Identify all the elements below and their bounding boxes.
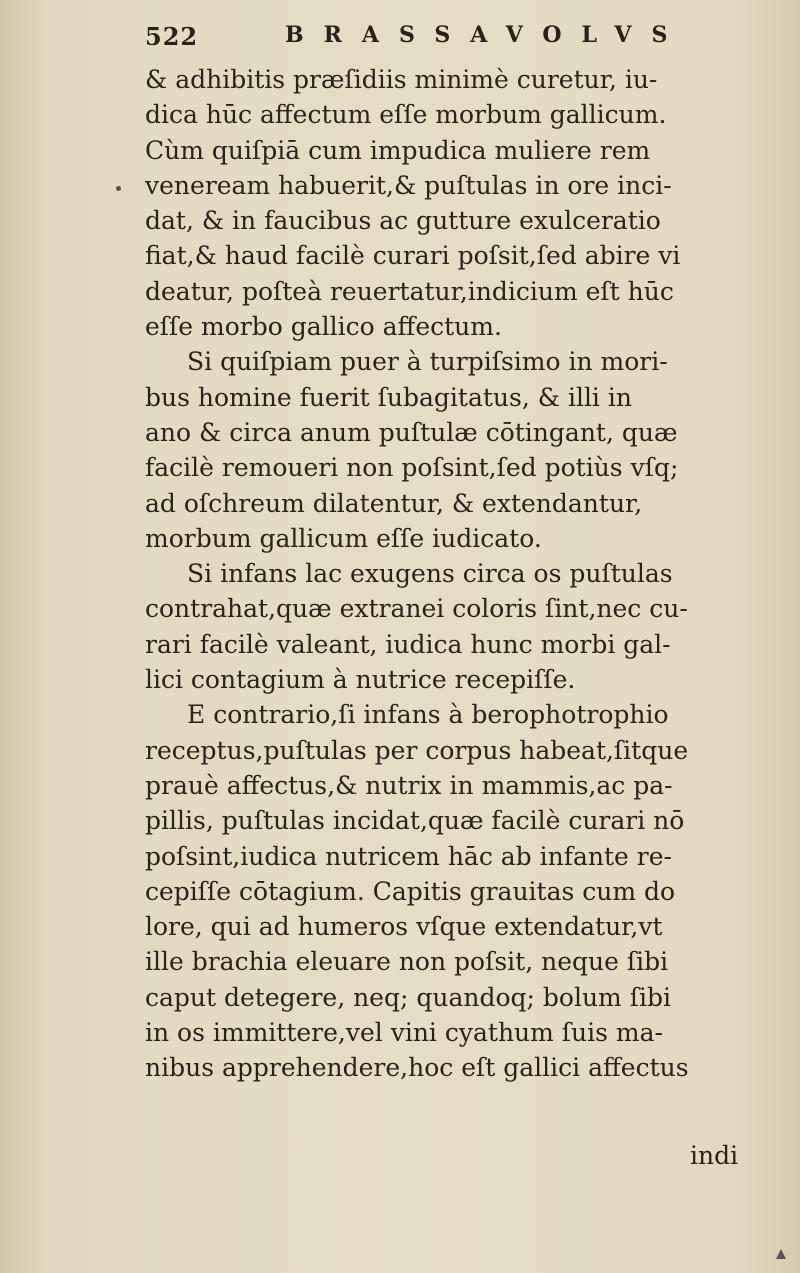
page-number: 522 — [145, 22, 199, 51]
text-line: Cùm quiſpiā cum impudica muliere rem — [145, 135, 651, 165]
text-line: eſſe morbo gallico affectum. — [145, 312, 502, 342]
page-header — [145, 22, 688, 58]
text-line: ano & circa anum puſtulæ cōtingant, quæ — [145, 417, 678, 447]
text-line: contrahat,quæ extranei coloris ſint,nec cu- — [145, 594, 688, 624]
text-line: morbum gallicum eſſe iudicato. — [145, 523, 542, 553]
text-line: Si infans lac exugens circa os puſtulas — [187, 559, 673, 589]
text-line: facilè remoueri non poſsint,ſed potiùs vſq; — [145, 453, 679, 483]
text-line: Si quiſpiam puer à turpiſsimo in mori- — [187, 347, 668, 377]
catchword: indi — [690, 1141, 739, 1170]
text-line: dica hūc affectum eſſe morbum gallicum. — [145, 100, 667, 130]
text-line: nibus apprehendere,hoc eſt gallici affectus — [145, 1053, 689, 1083]
text-line: fiat,& haud facilè curari poſsit,ſed abire vi — [145, 241, 681, 271]
body-text — [145, 62, 775, 1086]
text-line: cepiſſe cōtagium. Capitis grauitas cum do — [145, 876, 676, 906]
text-line: receptus,puſtulas per corpus habeat,ſitque — [145, 735, 689, 765]
corner-mark — [776, 1249, 786, 1259]
text-line: lore, qui ad humeros vſque extendatur,vt — [145, 912, 663, 942]
text-line: dat, & in faucibus ac gutture exulceratio — [145, 206, 661, 236]
text-line: E contrario,ſi infans à berophotrophio — [187, 700, 669, 730]
text-line: caput detegere, neq; quandoq; bolum ſibi — [145, 982, 671, 1012]
text-line: ad oſchreum dilatentur, & extendantur, — [145, 488, 643, 518]
text-line: ille brachia eleuare non poſsit, neque ſibi — [145, 947, 669, 977]
text-line: deatur, poſteà reuertatur,indicium eſt hūc — [145, 276, 674, 306]
text-line: in os immittere,vel vini cyathum ſuis ma- — [145, 1018, 663, 1048]
text-line: prauè affectus,& nutrix in mammis,ac pa- — [145, 770, 673, 800]
text-line: pillis, puſtulas incidat,quæ facilè curari nō — [145, 806, 685, 836]
text-line: poſsint,iudica nutricem hāc ab infante re- — [145, 841, 672, 871]
text-line: & adhibitis præſidiis minimè curetur, iu- — [145, 65, 658, 94]
text-line: bus homine fuerit ſubagitatus, & illi in — [145, 382, 632, 412]
text-line: rari facilè valeant, iudica hunc morbi gal- — [145, 629, 671, 659]
text-line: lici contagium à nutrice recepiſſe. — [145, 665, 576, 695]
margin-mark — [116, 186, 121, 191]
running-head: BRASSAVOLVS — [285, 22, 688, 48]
text-line: veneream habuerit,& puſtulas in ore inci- — [145, 170, 672, 200]
